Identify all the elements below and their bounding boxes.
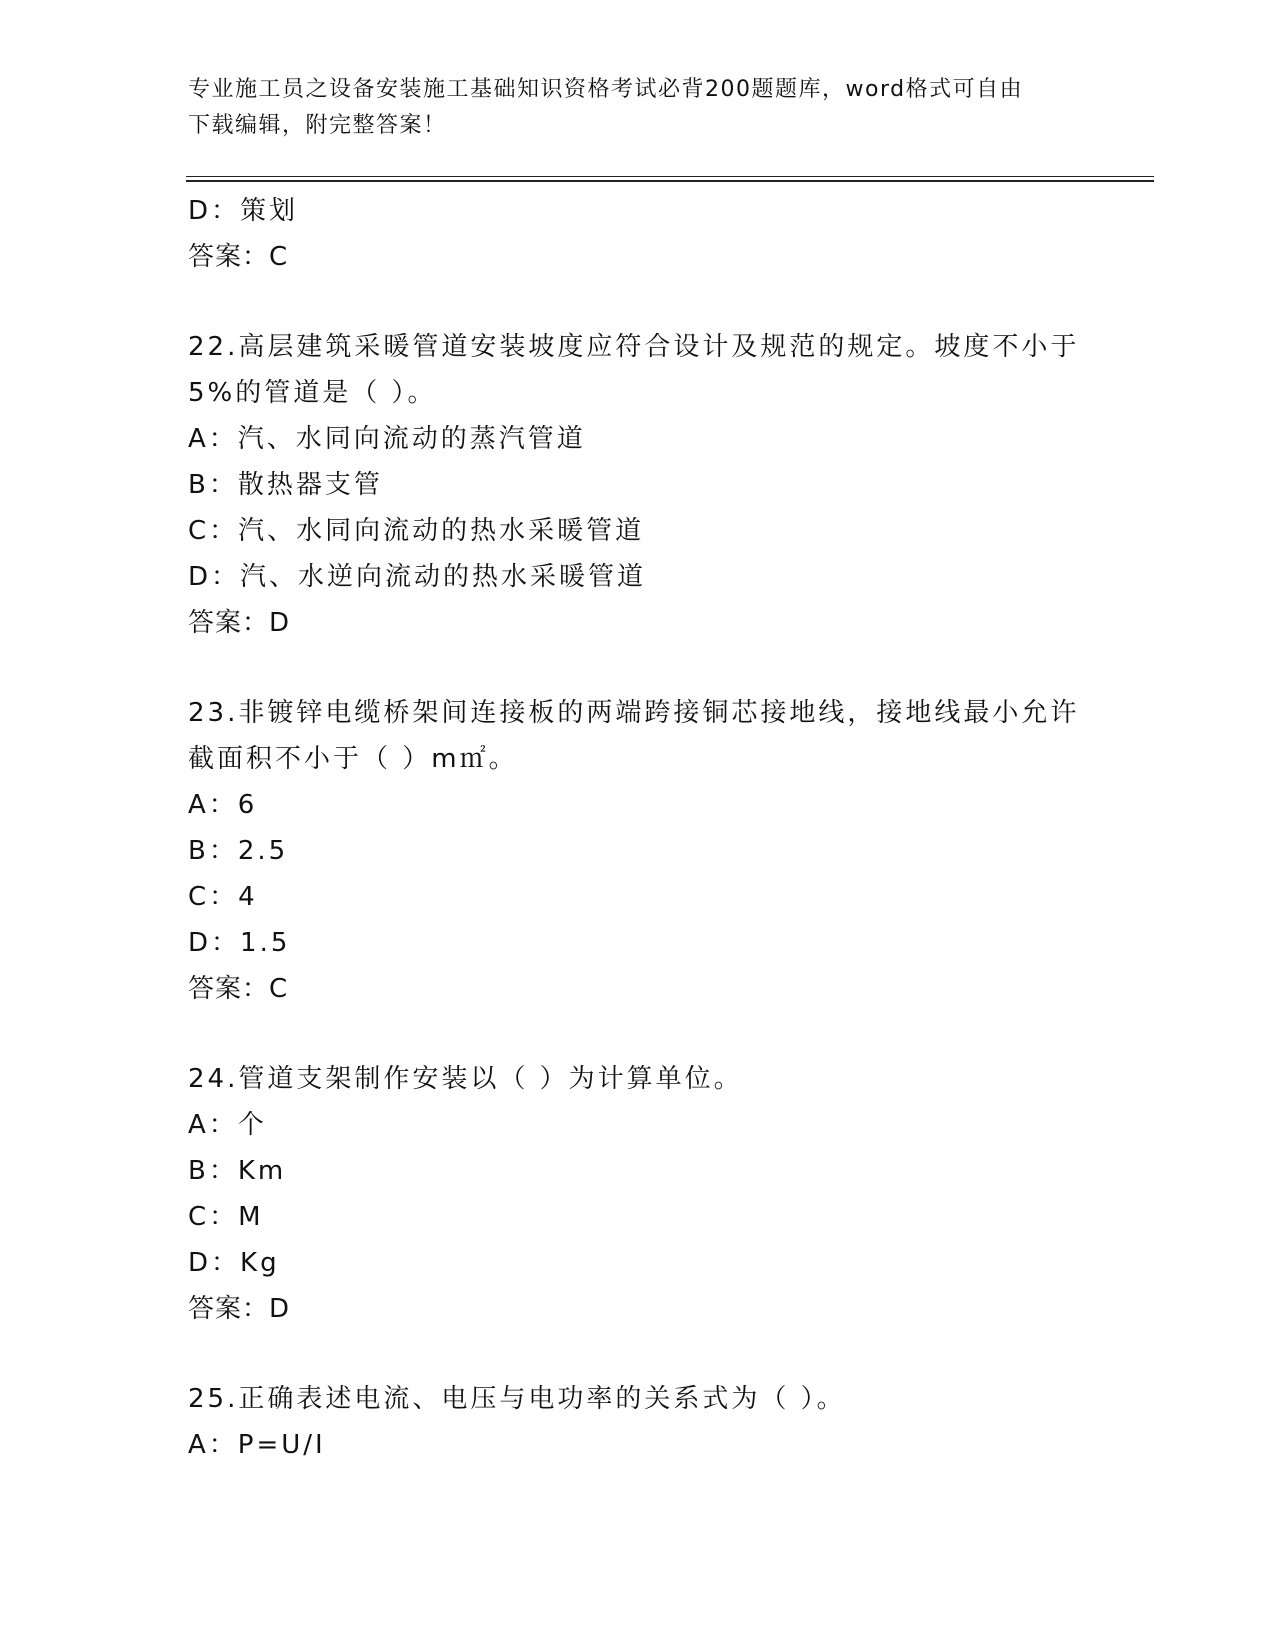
q24-option-a: A：个 — [188, 1110, 267, 1140]
q23-option-b: B：2.5 — [188, 836, 289, 866]
q22-stem-line-2: 5%的管道是（ ）。 — [188, 378, 437, 408]
question-list — [188, 188, 1088, 1468]
header-title-line-1: 专业施工员之设备安装施工基础知识资格考试必背200题题库，word格式可自由 — [188, 77, 1024, 102]
prev-answer: 答案：C — [188, 242, 289, 272]
q25-stem-line-1: 25.正确表述电流、电压与电功率的关系式为（ ）。 — [188, 1384, 846, 1414]
q23-option-c: C：4 — [188, 882, 258, 912]
q23-answer: 答案：C — [188, 974, 289, 1004]
header-rule-thin — [186, 176, 1154, 177]
header-title-line-2: 下载编辑，附完整答案！ — [188, 113, 447, 138]
document-header — [188, 72, 1088, 144]
q24-stem-line-1: 24.管道支架制作安装以（ ）为计算单位。 — [188, 1064, 743, 1094]
q23-stem-line-1: 23.非镀锌电缆桥架间连接板的两端跨接铜芯接地线，接地线最小允许 — [188, 698, 1080, 728]
q22-option-b: B：散热器支管 — [188, 470, 383, 500]
prev-option-d: D：策划 — [188, 196, 299, 226]
q22-stem-line-1: 22.高层建筑采暖管道安装坡度应符合设计及规范的规定。坡度不小于 — [188, 332, 1080, 362]
q22-option-c: C：汽、水同向流动的热水采暖管道 — [188, 516, 645, 546]
q24-answer: 答案：D — [188, 1294, 291, 1324]
q24-option-d: D：Kg — [188, 1248, 280, 1278]
q22-answer: 答案：D — [188, 608, 291, 638]
q23-option-a: A：6 — [188, 790, 258, 820]
q25-option-a: A：P=U/I — [188, 1430, 326, 1460]
q22-option-a: A：汽、水同向流动的蒸汽管道 — [188, 424, 586, 454]
q24-option-b: B：Km — [188, 1156, 287, 1186]
q23-option-d: D：1.5 — [188, 928, 291, 958]
q23-stem-line-2: 截面积不小于（ ）m㎡。 — [188, 744, 518, 774]
q22-option-d: D：汽、水逆向流动的热水采暖管道 — [188, 562, 647, 592]
header-rule-thick — [186, 180, 1154, 182]
q24-option-c: C：M — [188, 1202, 264, 1232]
